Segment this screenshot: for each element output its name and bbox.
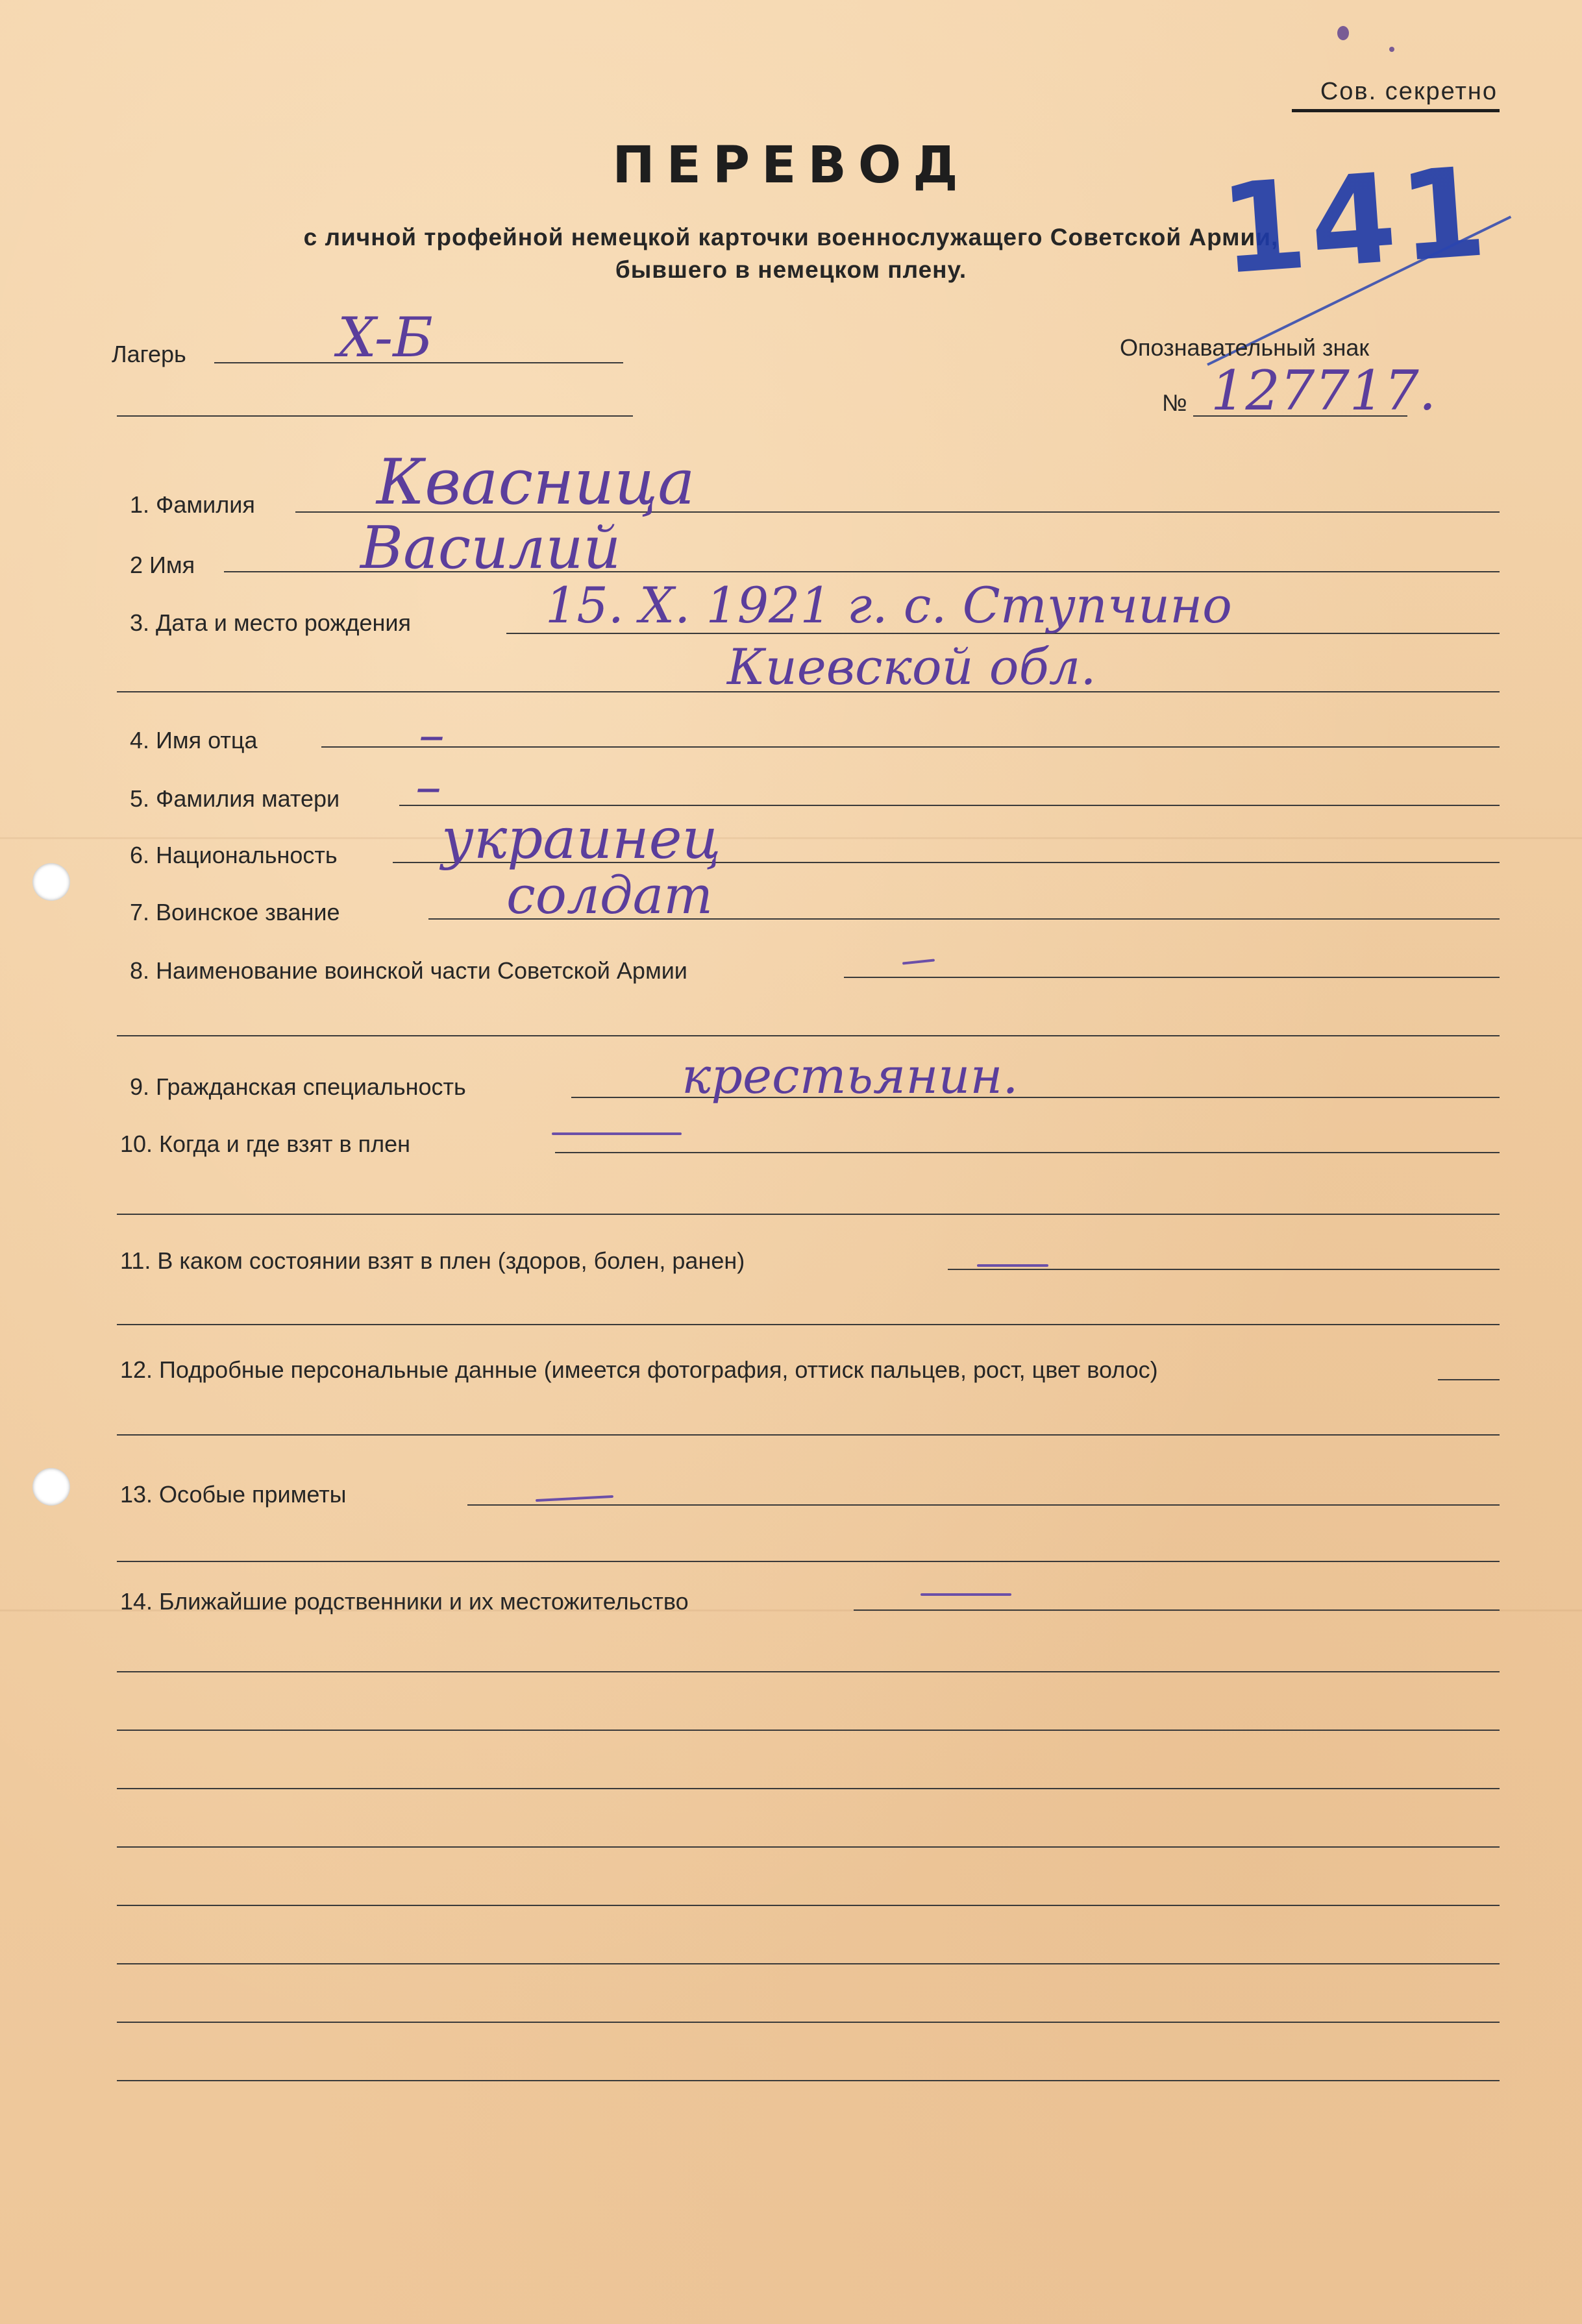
field-2-label: 2 Имя [130, 552, 195, 578]
blank-line [117, 1730, 1500, 1731]
ink-speck [1337, 26, 1349, 40]
field-13-line [467, 1504, 1500, 1506]
field-5-value: – [415, 756, 441, 816]
field-1-label: 1. Фамилия [130, 491, 255, 518]
field-2-value: Василий [360, 514, 621, 582]
blank-line [117, 2022, 1500, 2023]
document-title: ПЕРЕВОД [612, 136, 970, 195]
field-7-value: солдат [506, 865, 713, 925]
camp-value: X-Б [338, 306, 433, 369]
field-13-line-2 [117, 1561, 1500, 1562]
blank-line [117, 1671, 1500, 1672]
field-8-label: 8. Наименование воинской части Советской Армии [130, 957, 687, 984]
field-11-line-2 [117, 1324, 1500, 1325]
field-14-line [854, 1609, 1500, 1611]
field-4-line [321, 746, 1500, 748]
field-13-value-dash [536, 1495, 613, 1502]
field-12-line-2 [117, 1434, 1500, 1436]
field-14-value-dash [921, 1593, 1011, 1596]
id-tag-number-prefix: № [1162, 389, 1187, 416]
field-11-label: 11. В каком состоянии взят в плен (здоров, болен, ранен) [120, 1247, 745, 1274]
field-3-value-line2: Киевской обл. [727, 638, 1096, 696]
id-tag-value: 127717. [1211, 359, 1437, 422]
field-6-label: 6. Национальность [130, 842, 338, 868]
field-8-value-dash [902, 959, 935, 964]
blank-line [117, 1905, 1500, 1906]
field-3-label: 3. Дата и место рождения [130, 609, 411, 636]
field-9-value: крестьянин. [682, 1047, 1019, 1105]
field-4-label: 4. Имя отца [130, 727, 258, 753]
field-11-line [948, 1269, 1500, 1270]
field-14-label: 14. Ближайшие родственники и их местожительство [120, 1588, 689, 1615]
field-13-label: 13. Особые приметы [120, 1481, 347, 1508]
id-tag-label: Опознавательный знак [1120, 334, 1370, 361]
blank-line [117, 1846, 1500, 1848]
field-10-value-dash [552, 1132, 682, 1135]
field-5-line [399, 805, 1500, 806]
camp-line-2 [117, 415, 633, 417]
camp-label: Лагерь [112, 341, 186, 367]
file-number-annotation: 141 [1215, 140, 1494, 302]
document-subtitle-line2: бывшего в немецком плену. [615, 256, 967, 283]
punch-hole-icon [32, 863, 70, 901]
field-12-line [1438, 1379, 1500, 1380]
field-5-label: 5. Фамилия матери [130, 785, 340, 812]
field-4-value: – [419, 704, 445, 764]
field-10-label: 10. Когда и где взят в плен [120, 1131, 410, 1157]
field-10-line-2 [117, 1214, 1500, 1215]
blank-line [117, 2080, 1500, 2081]
field-11-value-dash [977, 1264, 1048, 1267]
field-10-line [555, 1152, 1500, 1153]
field-9-label: 9. Гражданская специальность [130, 1073, 466, 1100]
punch-hole-icon [32, 1468, 70, 1506]
classification-label: Сов. секретно [1320, 78, 1498, 105]
field-1-value: Квасница [377, 446, 695, 519]
field-8-line [844, 977, 1500, 978]
field-8-line-2 [117, 1035, 1500, 1036]
field-7-label: 7. Воинское звание [130, 899, 340, 925]
paper-fold-line [0, 837, 1582, 839]
document-subtitle-line1: с личной трофейной немецкой карточки военнослужащего Советской Армии, [303, 224, 1279, 251]
field-12-label: 12. Подробные персональные данные (имеется фотография, оттиск пальцев, рост, цвет волос) [120, 1356, 1158, 1383]
blank-line [117, 1788, 1500, 1789]
field-3-value-line1: 15. X. 1921 г. с. Ступчино [545, 576, 1232, 634]
classification-underline [1292, 109, 1500, 112]
blank-line [117, 1963, 1500, 1964]
field-6-value: украинец [441, 807, 721, 872]
ink-speck [1389, 47, 1394, 52]
